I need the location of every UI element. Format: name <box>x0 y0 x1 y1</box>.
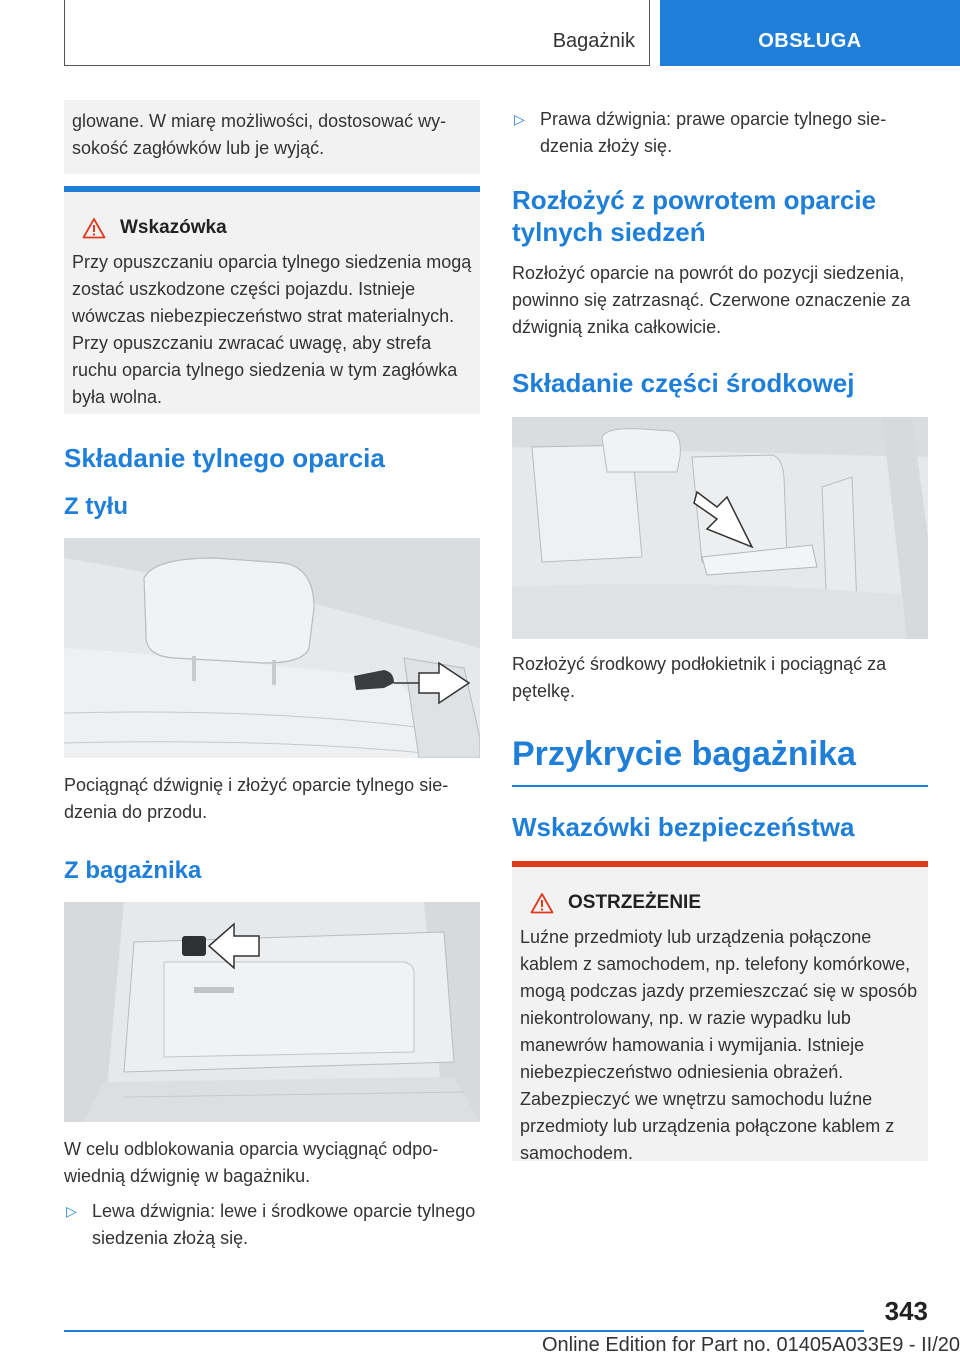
continued-text: glowane. W miarę możliwości, dostosować wysokość zagłówków lub je wyjąć. <box>72 111 447 158</box>
warning-triangle-icon <box>82 217 106 239</box>
heading-luggage-cover: Przykrycie bagażnika <box>512 733 928 787</box>
headrest-lever-image <box>64 538 480 758</box>
center-armrest-image <box>512 417 928 639</box>
left-column <box>64 100 480 1252</box>
warning-title-text: OSTRZEŻENIE <box>568 892 702 913</box>
trunk-lever-image <box>64 902 480 1122</box>
bullet-triangle-icon: ▷ <box>514 111 525 127</box>
hint-title-text: Wskazówka <box>120 217 227 238</box>
footer-rule <box>64 1330 864 1332</box>
heading-fold-rear-seat: Składanie tylnego oparcia <box>64 443 385 473</box>
warning-triangle-icon <box>530 892 554 914</box>
bullet-triangle-icon: ▷ <box>66 1203 77 1219</box>
text-center: Rozłożyć środkowy podłokietnik i pociągnąć za pętelkę. <box>512 654 887 701</box>
page-number: 343 <box>884 1296 928 1326</box>
heading-safety-notes: Wskazówki bezpieczeństwa <box>512 812 855 842</box>
text-from-rear: Pociągnąć dźwignię i złożyć oparcie tylnego siedzenia do przodu. <box>64 775 449 822</box>
hint-box <box>64 186 480 414</box>
header-section-title: Bagażnik <box>552 30 635 52</box>
footer-edition: Online Edition for Part no. 01405A033E9 - II/20 <box>541 1334 960 1356</box>
header-chapter-label: OBSŁUGA <box>758 29 862 52</box>
warning-title <box>520 889 920 916</box>
heading-fold-center: Składanie części środkowej <box>512 368 855 398</box>
heading-unfold-rear-seat: Rozłożyć z powrotem oparcie tylnych siedzeń <box>512 185 877 247</box>
right-column <box>512 100 928 1161</box>
subheading-from-trunk: Z bagażnika <box>64 857 202 884</box>
warning-box <box>512 861 928 1161</box>
subheading-from-rear: Z tyłu <box>64 493 128 520</box>
continued-text-box <box>64 100 480 174</box>
text-from-trunk: W celu odblokowania oparcia wyciągnąć odpowiednią dźwignię w bagażniku. <box>64 1139 439 1186</box>
text-unfold: Rozłożyć oparcie na powrót do pozycji siedzenia, powinno się zatrzasnąć. Czerwone oznaczenie za dźwignią znika całkowicie. <box>512 263 911 337</box>
bullet-left-text: Lewa dźwignia: lewe i środkowe oparcie tylnego siedzenia złożą się. <box>92 1201 476 1248</box>
bullet-right-lever <box>512 106 928 160</box>
bullet-right-text: Prawa dźwignia: prawe oparcie tylnego siedzenia złoży się. <box>540 109 887 156</box>
header-chapter-badge <box>660 0 960 66</box>
bullet-left-lever <box>64 1198 480 1252</box>
warning-body: Luźne przedmioty lub urządzenia połączone kablem z samochodem, np. telefony komórkowe, mogą podczas jazdy przemieszczać się w sposób niekontrolowany, np. w razie wypadku lub manewrów hamowania i wymijania. Istnieje niebezpieczeństwo odniesienia obrażeń. Zabezpieczyć we wnętrzu samochodu luźne przedmioty lub urządzenia połączone kablem z samochodem. <box>520 927 918 1163</box>
hint-title <box>72 214 472 241</box>
hint-body: Przy opuszczaniu oparcia tylnego siedzenia mogą zostać uszkodzone części pojazdu. Istnieje wówczas niebezpieczeństwo strat materialnych. Przy opuszczaniu zwracać uwagę, aby strefa ruchu oparcia tylnego siedzenia w tym zagłówka była wolna. <box>72 252 472 407</box>
